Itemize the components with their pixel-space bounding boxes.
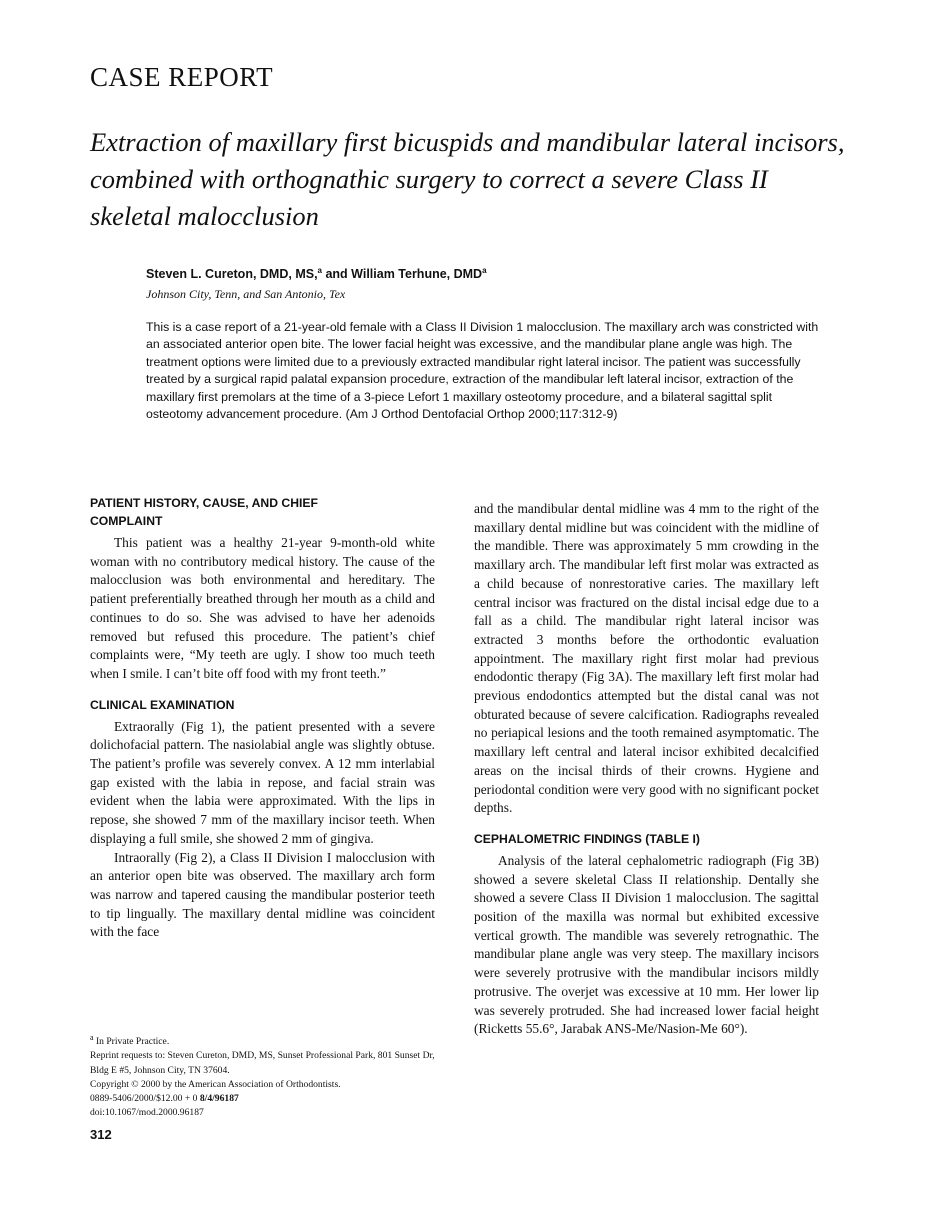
- body-paragraph: Analysis of the lateral cephalometric radiograph (Fig 3B) showed a severe skeletal Class II relationship. Dentally she showed a severe Class II Division 1 malocclusion. The sagittal position of the maxilla was normal but exhibited excessive vertical growth. The mandible was severely retrognathic. The mandibular plane angle was very steep. The maxillary incisors were severely protrusive with the mandibular incisors mildly protrusive. The overjet was excessive at 10 mm. Her lower lip was severely protruded. She had increased lower facial height (Ricketts 55.6°, Jarabak ANS-Me/Nasion-Me 60°).: [474, 852, 819, 1037]
- section-heading: CEPHALOMETRIC FINDINGS (TABLE I): [474, 831, 700, 846]
- footnote-line: Copyright © 2000 by the American Association of Orthodontists.: [90, 1078, 341, 1090]
- footnote-line: [90, 1031, 440, 1049]
- left-column: [90, 494, 435, 942]
- footnotes: [90, 1031, 440, 1120]
- author-line: [146, 266, 487, 281]
- footnote-line: [90, 1092, 440, 1106]
- heading-line: PATIENT HISTORY, CAUSE, AND CHIEF: [90, 496, 318, 510]
- section-heading: CLINICAL EXAMINATION: [90, 697, 235, 712]
- heading-line: COMPLAINT: [90, 514, 163, 528]
- body-paragraph: and the mandibular dental midline was 4 mm to the right of the maxillary dental midline but was coincident with the midline of the mandible. There was approximately 5 mm crowding in the maxillary arch. The mandibular left first molar was extracted as a child because of nonrestorative caries. The maxillary left central incisor was fractured on the distal incisal edge due to a fall as a child. The mandibular right lateral incisor was extracted 3 months before the orthodontic evaluation appointment. The maxillary right first molar had previous endodontic therapy (Fig 3A). The maxillary left first molar had previous endodontics attempted but the distal canal was not obturated because of severe calcification. Radiographs revealed no periapical lesions and the tooth remained asymptomatic. The maxillary left central and lateral incisor exhibited decalcified areas on the incisal thirds of their crowns. Hygiene and periodontal condition were very good with no significant pocket depths.: [474, 501, 819, 816]
- footnote-superscript: a: [90, 1033, 94, 1042]
- footnote-line: doi:10.1067/mod.2000.96187: [90, 1107, 204, 1119]
- section-heading: [90, 494, 435, 530]
- issn-text: 0889-5406/2000/$12.00 + 0: [90, 1093, 200, 1104]
- article-title: Extraction of maxillary first bicuspids and mandibular lateral incisors, combined with orthognathic surgery to correct a severe Class II skeletal malocclusion: [90, 127, 845, 231]
- footnote-line: Reprint requests to: Steven Cureton, DMD, MS, Sunset Professional Park, 801 Sunset Dr, Bldg E #5, Johnson City, TN 37604.: [90, 1050, 435, 1076]
- footnote-text: In Private Practice.: [93, 1036, 170, 1048]
- author-name: and William Terhune, DMD: [322, 267, 483, 282]
- section-label: CASE REPORT: [90, 62, 274, 92]
- author-superscript: a: [317, 266, 322, 275]
- body-paragraph: This patient was a healthy 21-year 9-month-old white woman with no contributory medical history. The cause of the malocclusion was both environmental and hereditary. The patient preferentially breathed through her mouth as a child and continues to do so. She was advised to have her adenoids removed but refused this procedure. The patient’s chief complaints were, “My teeth are ugly. I show too much teeth when I smile. I can’t bite off food with my front teeth.”: [90, 535, 435, 681]
- author-superscript: a: [482, 266, 487, 275]
- abstract: This is a case report of a 21-year-old female with a Class II Division 1 malocclusion. The maxillary arch was constricted with an associated anterior open bite. The lower facial height was excessive, and the mandibular plane angle was high. The treatment options were limited due to a previously extracted mandibular right lateral incisor. The patient was successfully treated by a surgical rapid palatal expansion procedure, extraction of the mandibular left lateral incisor, extraction of the maxillary first premolars at the time of a 3-piece Lefort 1 maxillary osteotomy procedure, and a bilateral sagittal split osteotomy advancement procedure. (Am J Orthod Dentofacial Orthop 2000;117:312-9): [146, 320, 819, 422]
- author-name: Steven L. Cureton, DMD, MS,: [146, 267, 318, 282]
- body-paragraph: Intraorally (Fig 2), a Class II Division I malocclusion with an anterior open bite was observed. The maxillary arch form was narrow and tapered causing the mandibular posterior teeth to tip lingually. The maxillary dental midline was coincident with the face: [90, 849, 435, 940]
- article-code: 8/4/96187: [199, 1093, 239, 1104]
- right-column: [474, 500, 819, 1039]
- page-number: 312: [90, 1127, 112, 1142]
- author-affiliation: Johnson City, Tenn, and San Antonio, Tex: [146, 287, 346, 301]
- body-paragraph: Extraorally (Fig 1), the patient presented with a severe dolichofacial pattern. The nasiolabial angle was slightly obtuse. The patient’s profile was severely convex. A 12 mm interlabial gap existed with the labia in repose, and facial strain was evident when the labia were approximated. With the lips in repose, she showed 7 mm of the maxillary incisor teeth. When displaying a full smile, she showed 2 mm of gingiva.: [90, 718, 435, 846]
